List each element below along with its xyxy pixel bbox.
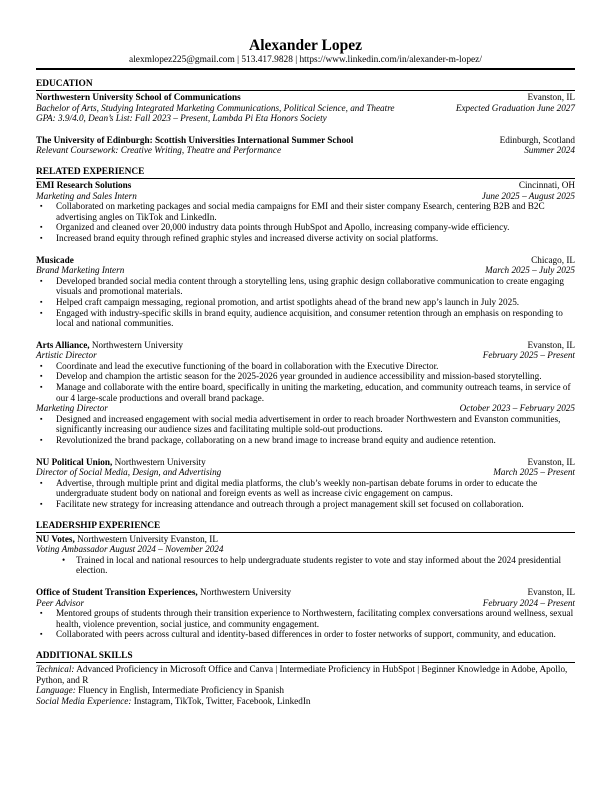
bullet: • Trained in local and national resources to help undergraduate students register to vote and stay informed about the 2024 presidential election. [36,555,575,576]
job-title: Artistic Director [36,350,97,361]
header-divider [36,68,575,70]
job-location: Evanston, IL [527,339,575,350]
job-location: Evanston, IL [527,456,575,467]
bullet: ▪ Facilitate new strategy for increasing attendance and outreach through a project management skill set focused on collaboration. [36,499,575,510]
org-name: Arts Alliance, [36,339,90,350]
leadership-entry-student-transition [36,587,575,640]
role-line: Voting Ambassador August 2024 – November 2024 [36,544,224,555]
bullet: ▪ Revolutionized the brand package, collaborating on a new brand image to increase brand equity and audience retention. [36,435,575,446]
skill-label: Language: [36,685,76,696]
education-entry [36,135,575,156]
bullet: ▪ Advertise, through multiple print and digital media platforms, the club’s weekly non-partisan debate forums in order to educate the undergraduate student body on national and foreign events as well as increase civic engagement on campus. [36,478,575,499]
job-title: Marketing Director [36,403,108,414]
education-heading: EDUCATION [36,79,575,91]
bullet: ▪ Developed branded social media content through a storytelling lens, using graphic design collaborative communication to create engaging visuals and promotional materials. [36,276,575,297]
org-affiliation: Northwestern University [197,586,292,597]
graduation-date: Expected Graduation June 2027 [455,102,575,113]
job-title: Peer Advisor [36,597,85,608]
bullet: ▪ Coordinate and lead the executive functioning of the board in collaboration with the Executive Director. [36,361,575,372]
candidate-name: Alexander Lopez [249,37,362,54]
skill-label: Technical: [36,663,75,674]
contact-line: alexmlopez225@gmail.com | 513.417.9828 | https://www.linkedin.com/in/alexander-m-lopez/ [129,55,482,65]
job-entry-emi [36,180,575,244]
job-date: March 2025 – Present [493,467,575,478]
org-name: EMI Research Solutions [36,179,132,190]
leadership-heading: LEADERSHIP EXPERIENCE [36,521,575,533]
school-name: Northwestern University School of Communications [36,92,241,102]
coursework: Relevant Coursework: Creative Writing, Theatre and Performance [36,145,282,156]
leadership-entry-nu-votes [36,534,575,576]
school-name: The University of Edinburgh: Scottish Universities International Summer School [36,134,354,145]
job-entry-political-union [36,457,575,510]
job-date: February 2024 – Present [482,597,575,608]
skill-label: Social Media Experience: [36,695,132,706]
job-title: Marketing and Sales Intern [36,190,137,201]
org-name: NU Political Union, [36,456,113,467]
school-location: Evanston, IL [527,92,575,102]
skill-text: Fluency in English, Intermediate Proficiency in Spanish [75,685,285,696]
job-location: Cincinnati, OH [518,179,575,190]
bullet: ▪ Manage and collaborate with the entire board, specifically in uniting the marketing, education, and community outreach teams, in service of our 4 large-scale productions and overall brand package. [36,382,575,403]
degree: Bachelor of Arts, Studying Integrated Marketing Communications, Political Science, and Theatre [36,102,395,113]
org-name: NU Votes, [36,533,75,544]
job-date: March 2025 – July 2025 [485,265,575,276]
job-location: Evanston, IL [527,586,575,597]
job-date: June 2025 – August 2025 [481,190,575,201]
bullet: ▪ Collaborated on marketing packages and social media campaigns for EMI and their sister company Esearch, centering B2B and B2C advertising angles on TikTok and LinkedIn. [36,201,575,222]
gpa-line: GPA: 3.9/4.0, Dean’s List: Fall 2023 – Present, Lambda Pi Eta Honors Society [36,113,327,124]
school-location: Edinburgh, Scotland [499,134,575,145]
job-location: Chicago, IL [531,254,575,265]
skills-list [36,664,575,706]
bullet: ▪ Mentored groups of students through their transition experience to Northwestern, facilitating complex conversations around wellness, sexual health, violence prevention, social justice, and community engagement. [36,608,575,629]
org-affiliation: Northwestern University Evanston, IL [74,533,218,544]
job-title: Director of Social Media, Design, and Advertising [36,467,222,478]
program-date: Summer 2024 [524,145,575,156]
skill-line [36,696,575,707]
skills-heading: ADDITIONAL SKILLS [36,651,575,663]
skill-text: Instagram, TikTok, Twitter, Facebook, LinkedIn [131,695,311,706]
skill-line [36,664,575,685]
bullet: ▪ Engaged with industry-specific skills in brand equity, audience acquisition, and consumer retention through an emphasis on responding to local and national communities. [36,308,575,329]
org-affiliation: Northwestern University [112,456,206,467]
job-date: October 2023 – February 2025 [459,403,575,414]
skill-text: Advanced Proficiency in Microsoft Office and Canva | Intermediate Proficiency in HubSpot | Beginner Knowledge in Adobe, Apollo, Python, and R [36,663,568,685]
bullet: ▪ Helped craft campaign messaging, regional promotion, and artist spotlights ahead of the brand new app’s launch in July 2025. [36,297,575,308]
bullet: ▪ Designed and increased engagement with social media advertisement in order to reach broader Northwestern and Evanston communities, significantly increasing our audience sizes and facilitating multiple sold-out productions. [36,414,575,435]
org-name: Office of Student Transition Experiences, [36,586,198,597]
bullet: ▪ Organized and cleaned over 20,000 industry data points through HubSpot and Apollo, increasing company-wide efficiency. [36,222,575,233]
job-entry-musicade [36,255,575,329]
bullet: ▪ Develop and champion the artistic season for the 2025-2026 year grounded in audience accessibility and mission-based storytelling. [36,371,575,382]
org-name: Musicade [36,254,74,265]
org-affiliation: Northwestern University [89,339,183,350]
job-date: February 2025 – Present [482,350,575,361]
bullet: ▪ Collaborated with peers across cultural and identity-based differences in order to foster networks of support, community, and education. [36,629,575,640]
education-entry [36,92,575,124]
bullet: ▪ Increased brand equity through refined graphic styles and increased diverse activity on social platforms. [36,233,575,244]
job-entry-arts-alliance [36,340,575,446]
experience-heading: RELATED EXPERIENCE [36,167,575,179]
skill-line [36,685,575,696]
job-title: Brand Marketing Intern [36,265,125,276]
